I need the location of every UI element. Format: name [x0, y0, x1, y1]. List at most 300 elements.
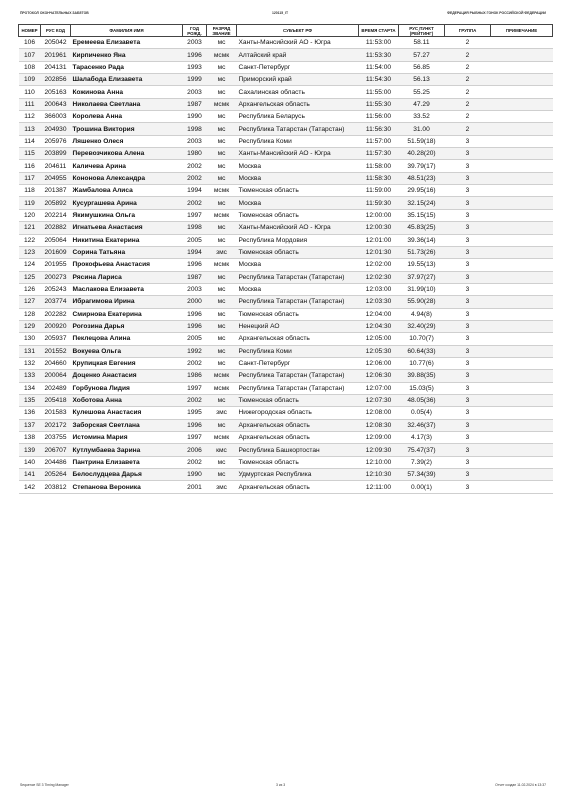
- cell-year: 1998: [183, 123, 207, 135]
- table-row: [19, 333, 553, 345]
- col-start: ВРЕМЯ СТАРТА: [359, 25, 399, 37]
- cell-group: 3: [445, 407, 491, 419]
- cell-year: 1996: [183, 259, 207, 271]
- cell-region: Республика Коми: [237, 345, 359, 357]
- cell-points: 39.79(17): [399, 160, 445, 172]
- cell-note: [491, 481, 553, 493]
- cell-name: Горбунова Лидия: [71, 382, 183, 394]
- cell-start: 12:01:30: [359, 246, 399, 258]
- col-region: СУБЪЕКТ РФ: [237, 25, 359, 37]
- cell-name: Никитина Екатерина: [71, 234, 183, 246]
- cell-group: 3: [445, 246, 491, 258]
- cell-points: 15.03(5): [399, 382, 445, 394]
- cell-note: [491, 197, 553, 209]
- cell-rank: мс: [207, 148, 237, 160]
- table-body: [19, 37, 553, 494]
- cell-note: [491, 209, 553, 221]
- page-header: [0, 11, 566, 19]
- cell-start: 11:56:00: [359, 111, 399, 123]
- cell-code: 204131: [41, 61, 71, 73]
- cell-name: Прокофьева Анастасия: [71, 259, 183, 271]
- cell-year: 1994: [183, 246, 207, 258]
- header-left-text: ПРОТОКОЛ ОКОНЧАТЕЛЬНЫХ ЗАБЕГОВ: [20, 11, 89, 15]
- cell-group: 2: [445, 37, 491, 49]
- cell-name: Рогозина Дарья: [71, 320, 183, 332]
- cell-code: 205243: [41, 283, 71, 295]
- cell-rank: мс: [207, 394, 237, 406]
- table-header-row: [19, 25, 553, 37]
- cell-num: 127: [19, 296, 41, 308]
- cell-code: 205976: [41, 135, 71, 147]
- cell-start: 12:09:00: [359, 432, 399, 444]
- cell-note: [491, 148, 553, 160]
- cell-code: 202489: [41, 382, 71, 394]
- cell-rank: мсмк: [207, 49, 237, 61]
- cell-name: Вокуева Ольга: [71, 345, 183, 357]
- cell-note: [491, 172, 553, 184]
- cell-name: Кожинова Анна: [71, 86, 183, 98]
- footer-software: Sequence SE 3 Timing Manager: [20, 783, 69, 787]
- header-federation: ФЕДЕРАЦИЯ РЫБНЫХ ГОНОК РОССИЙСКОЙ ФЕДЕРАЦИИ: [447, 11, 546, 15]
- cell-points: 19.55(13): [399, 259, 445, 271]
- cell-rank: мс: [207, 271, 237, 283]
- cell-rank: мс: [207, 308, 237, 320]
- cell-region: Москва: [237, 259, 359, 271]
- cell-rank: змс: [207, 246, 237, 258]
- cell-num: 124: [19, 259, 41, 271]
- cell-note: [491, 345, 553, 357]
- cell-note: [491, 135, 553, 147]
- cell-name: Еремеева Елизавета: [71, 37, 183, 49]
- cell-note: [491, 407, 553, 419]
- cell-num: 113: [19, 123, 41, 135]
- cell-note: [491, 382, 553, 394]
- cell-num: 106: [19, 37, 41, 49]
- cell-group: 3: [445, 197, 491, 209]
- cell-name: Кусургашева Арина: [71, 197, 183, 209]
- table-row: [19, 111, 553, 123]
- cell-year: 2001: [183, 481, 207, 493]
- cell-group: 3: [445, 357, 491, 369]
- cell-rank: мс: [207, 172, 237, 184]
- cell-group: 3: [445, 456, 491, 468]
- cell-num: 123: [19, 246, 41, 258]
- cell-points: 58.11: [399, 37, 445, 49]
- cell-start: 12:10:30: [359, 469, 399, 481]
- cell-code: 204660: [41, 357, 71, 369]
- cell-year: 2003: [183, 135, 207, 147]
- cell-points: 39.88(35): [399, 370, 445, 382]
- cell-name: Пантрина Елизавета: [71, 456, 183, 468]
- cell-code: 202882: [41, 222, 71, 234]
- cell-points: 56.85: [399, 61, 445, 73]
- cell-points: 60.64(33): [399, 345, 445, 357]
- cell-rank: мс: [207, 111, 237, 123]
- col-code: РУС КОД: [41, 25, 71, 37]
- cell-start: 11:53:00: [359, 37, 399, 49]
- cell-year: 2003: [183, 283, 207, 295]
- cell-group: 3: [445, 135, 491, 147]
- cell-group: 3: [445, 382, 491, 394]
- cell-group: 2: [445, 61, 491, 73]
- col-points: РУС ПУНКТ (РЕЙТИНГ): [399, 25, 445, 37]
- cell-note: [491, 86, 553, 98]
- cell-start: 12:08:00: [359, 407, 399, 419]
- cell-group: 3: [445, 320, 491, 332]
- cell-region: Архангельская область: [237, 98, 359, 110]
- cell-rank: мс: [207, 469, 237, 481]
- table-row: [19, 86, 553, 98]
- cell-group: 3: [445, 308, 491, 320]
- cell-group: 3: [445, 444, 491, 456]
- cell-name: Королева Анна: [71, 111, 183, 123]
- cell-note: [491, 185, 553, 197]
- cell-rank: мс: [207, 283, 237, 295]
- cell-group: 3: [445, 432, 491, 444]
- cell-code: 205418: [41, 394, 71, 406]
- cell-note: [491, 370, 553, 382]
- table-row: [19, 160, 553, 172]
- table-row: [19, 148, 553, 160]
- footer-page-number: 3 из 3: [276, 783, 286, 787]
- cell-group: 3: [445, 394, 491, 406]
- cell-region: Республика Татарстан (Татарстан): [237, 123, 359, 135]
- cell-rank: змс: [207, 481, 237, 493]
- cell-group: 3: [445, 283, 491, 295]
- cell-start: 12:03:00: [359, 283, 399, 295]
- cell-name: Сорина Татьяна: [71, 246, 183, 258]
- cell-name: Смирнова Екатерина: [71, 308, 183, 320]
- cell-num: 110: [19, 86, 41, 98]
- cell-year: 1995: [183, 407, 207, 419]
- cell-num: 126: [19, 283, 41, 295]
- cell-group: 3: [445, 271, 491, 283]
- cell-region: Тюменская область: [237, 308, 359, 320]
- cell-group: 2: [445, 123, 491, 135]
- cell-group: 2: [445, 98, 491, 110]
- cell-start: 11:58:00: [359, 160, 399, 172]
- table-row: [19, 481, 553, 493]
- cell-points: 56.13: [399, 74, 445, 86]
- cell-rank: мс: [207, 123, 237, 135]
- cell-region: Республика Татарстан (Татарстан): [237, 296, 359, 308]
- cell-year: 2002: [183, 172, 207, 184]
- cell-rank: мсмк: [207, 382, 237, 394]
- cell-note: [491, 98, 553, 110]
- cell-name: Кирпиченко Яна: [71, 49, 183, 61]
- cell-region: Санкт-Петербург: [237, 61, 359, 73]
- cell-region: Санкт-Петербург: [237, 357, 359, 369]
- cell-points: 39.36(14): [399, 234, 445, 246]
- cell-region: Республика Татарстан (Татарстан): [237, 382, 359, 394]
- cell-points: 0.00(1): [399, 481, 445, 493]
- cell-points: 7.39(2): [399, 456, 445, 468]
- cell-code: 366003: [41, 111, 71, 123]
- cell-year: 1994: [183, 185, 207, 197]
- cell-note: [491, 333, 553, 345]
- table-row: [19, 308, 553, 320]
- cell-rank: мс: [207, 197, 237, 209]
- cell-name: Рясина Лариса: [71, 271, 183, 283]
- cell-code: 206707: [41, 444, 71, 456]
- cell-start: 12:04:00: [359, 308, 399, 320]
- cell-start: 12:03:30: [359, 296, 399, 308]
- table-row: [19, 197, 553, 209]
- cell-note: [491, 419, 553, 431]
- cell-num: 130: [19, 333, 41, 345]
- cell-year: 2002: [183, 357, 207, 369]
- table-row: [19, 320, 553, 332]
- page-footer: [0, 783, 566, 791]
- cell-num: 125: [19, 271, 41, 283]
- cell-name: Кононова Александра: [71, 172, 183, 184]
- cell-code: 203812: [41, 481, 71, 493]
- col-group: ГРУППА: [445, 25, 491, 37]
- cell-start: 11:55:00: [359, 86, 399, 98]
- cell-num: 107: [19, 49, 41, 61]
- table-row: [19, 357, 553, 369]
- cell-points: 47.29: [399, 98, 445, 110]
- cell-group: 3: [445, 234, 491, 246]
- cell-group: 3: [445, 481, 491, 493]
- cell-start: 12:04:30: [359, 320, 399, 332]
- cell-year: 1996: [183, 49, 207, 61]
- table-row: [19, 74, 553, 86]
- cell-year: 1996: [183, 308, 207, 320]
- cell-points: 31.99(10): [399, 283, 445, 295]
- header-event-code: 120115_IT: [272, 11, 289, 15]
- cell-note: [491, 160, 553, 172]
- cell-num: 133: [19, 370, 41, 382]
- cell-code: 200273: [41, 271, 71, 283]
- cell-num: 117: [19, 172, 41, 184]
- cell-name: Шалабода Елизавета: [71, 74, 183, 86]
- cell-region: Тюменская область: [237, 246, 359, 258]
- cell-rank: мс: [207, 320, 237, 332]
- cell-points: 4.17(3): [399, 432, 445, 444]
- cell-code: 202214: [41, 209, 71, 221]
- cell-region: Ненецкий АО: [237, 320, 359, 332]
- cell-year: 2003: [183, 86, 207, 98]
- cell-region: Удмуртская Республика: [237, 469, 359, 481]
- cell-rank: мс: [207, 74, 237, 86]
- cell-num: 128: [19, 308, 41, 320]
- cell-start: 12:01:00: [359, 234, 399, 246]
- cell-year: 2006: [183, 444, 207, 456]
- table-row: [19, 283, 553, 295]
- cell-group: 2: [445, 49, 491, 61]
- cell-start: 12:00:30: [359, 222, 399, 234]
- cell-name: Игнатьева Анастасия: [71, 222, 183, 234]
- cell-code: 204930: [41, 123, 71, 135]
- cell-note: [491, 283, 553, 295]
- cell-rank: мсмк: [207, 370, 237, 382]
- cell-rank: мс: [207, 333, 237, 345]
- col-year: ГОД РОЖД.: [183, 25, 207, 37]
- cell-rank: мс: [207, 222, 237, 234]
- cell-group: 3: [445, 185, 491, 197]
- cell-region: Москва: [237, 283, 359, 295]
- cell-note: [491, 37, 553, 49]
- cell-note: [491, 469, 553, 481]
- cell-name: Ляшенко Олеся: [71, 135, 183, 147]
- cell-region: Архангельская область: [237, 481, 359, 493]
- cell-points: 10.70(7): [399, 333, 445, 345]
- cell-start: 12:06:00: [359, 357, 399, 369]
- cell-start: 12:02:30: [359, 271, 399, 283]
- cell-start: 12:02:00: [359, 259, 399, 271]
- table-row: [19, 444, 553, 456]
- cell-name: Белослудцева Дарья: [71, 469, 183, 481]
- cell-num: 137: [19, 419, 41, 431]
- cell-year: 2000: [183, 296, 207, 308]
- cell-num: 115: [19, 148, 41, 160]
- cell-start: 11:59:00: [359, 185, 399, 197]
- cell-points: 51.73(26): [399, 246, 445, 258]
- cell-num: 118: [19, 185, 41, 197]
- cell-note: [491, 308, 553, 320]
- cell-num: 109: [19, 74, 41, 86]
- cell-name: Маслакова Елизавета: [71, 283, 183, 295]
- cell-name: Заборская Светлана: [71, 419, 183, 431]
- table-row: [19, 185, 553, 197]
- cell-year: 1990: [183, 469, 207, 481]
- cell-start: 12:09:30: [359, 444, 399, 456]
- cell-code: 204486: [41, 456, 71, 468]
- cell-points: 32.46(37): [399, 419, 445, 431]
- cell-code: 201552: [41, 345, 71, 357]
- cell-note: [491, 456, 553, 468]
- table-row: [19, 296, 553, 308]
- cell-year: 2003: [183, 37, 207, 49]
- cell-code: 200064: [41, 370, 71, 382]
- cell-group: 3: [445, 259, 491, 271]
- cell-num: 131: [19, 345, 41, 357]
- cell-num: 134: [19, 382, 41, 394]
- cell-year: 1990: [183, 111, 207, 123]
- cell-start: 12:07:00: [359, 382, 399, 394]
- cell-num: 116: [19, 160, 41, 172]
- cell-code: 202172: [41, 419, 71, 431]
- cell-name: Жамбалова Алиса: [71, 185, 183, 197]
- cell-region: Республика Башкортостан: [237, 444, 359, 456]
- cell-code: 204611: [41, 160, 71, 172]
- cell-region: Приморский край: [237, 74, 359, 86]
- cell-note: [491, 222, 553, 234]
- table-row: [19, 37, 553, 49]
- table-row: [19, 394, 553, 406]
- cell-num: 142: [19, 481, 41, 493]
- table-row: [19, 419, 553, 431]
- cell-group: 2: [445, 111, 491, 123]
- cell-region: Тюменская область: [237, 394, 359, 406]
- cell-rank: мс: [207, 234, 237, 246]
- cell-rank: мсмк: [207, 259, 237, 271]
- cell-region: Тюменская область: [237, 185, 359, 197]
- cell-name: Тарасенко Рада: [71, 61, 183, 73]
- cell-num: 135: [19, 394, 41, 406]
- cell-region: Архангельская область: [237, 333, 359, 345]
- cell-region: Архангельская область: [237, 432, 359, 444]
- cell-rank: мсмк: [207, 209, 237, 221]
- cell-group: 3: [445, 222, 491, 234]
- cell-num: 140: [19, 456, 41, 468]
- cell-region: Тюменская область: [237, 209, 359, 221]
- cell-rank: мсмк: [207, 98, 237, 110]
- cell-points: 40.28(20): [399, 148, 445, 160]
- cell-points: 32.15(24): [399, 197, 445, 209]
- cell-year: 1987: [183, 98, 207, 110]
- col-note: ПРИМЕЧАНИЕ: [491, 25, 553, 37]
- cell-num: 119: [19, 197, 41, 209]
- cell-region: Республика Татарстан (Татарстан): [237, 370, 359, 382]
- cell-name: Хоботова Анна: [71, 394, 183, 406]
- cell-points: 32.40(29): [399, 320, 445, 332]
- cell-note: [491, 49, 553, 61]
- cell-start: 12:05:00: [359, 333, 399, 345]
- cell-points: 57.34(39): [399, 469, 445, 481]
- cell-code: 205042: [41, 37, 71, 49]
- cell-note: [491, 259, 553, 271]
- table-row: [19, 456, 553, 468]
- cell-group: 3: [445, 296, 491, 308]
- cell-start: 11:54:30: [359, 74, 399, 86]
- cell-region: Республика Мордовия: [237, 234, 359, 246]
- cell-year: 1996: [183, 419, 207, 431]
- cell-name: Истомина Мария: [71, 432, 183, 444]
- cell-code: 205892: [41, 197, 71, 209]
- cell-points: 0.05(4): [399, 407, 445, 419]
- cell-rank: мсмк: [207, 185, 237, 197]
- cell-year: 1998: [183, 222, 207, 234]
- cell-code: 201387: [41, 185, 71, 197]
- cell-start: 11:55:30: [359, 98, 399, 110]
- table-row: [19, 370, 553, 382]
- cell-points: 48.51(23): [399, 172, 445, 184]
- col-num: НОМЕР: [19, 25, 41, 37]
- footer-report-created: Отчет создан 11.02.2024 в 13:37: [495, 783, 546, 787]
- cell-points: 45.83(25): [399, 222, 445, 234]
- cell-group: 3: [445, 469, 491, 481]
- cell-note: [491, 444, 553, 456]
- table-row: [19, 123, 553, 135]
- cell-year: 1997: [183, 382, 207, 394]
- cell-start: 11:58:30: [359, 172, 399, 184]
- cell-num: 108: [19, 61, 41, 73]
- cell-points: 29.95(16): [399, 185, 445, 197]
- cell-group: 3: [445, 419, 491, 431]
- cell-rank: мсмк: [207, 432, 237, 444]
- cell-start: 11:57:00: [359, 135, 399, 147]
- cell-code: 202282: [41, 308, 71, 320]
- cell-code: 205064: [41, 234, 71, 246]
- cell-group: 3: [445, 345, 491, 357]
- cell-name: Степанова Вероника: [71, 481, 183, 493]
- cell-rank: мс: [207, 296, 237, 308]
- col-rank: РАЗРЯД ЗВАНИЕ: [207, 25, 237, 37]
- cell-num: 132: [19, 357, 41, 369]
- cell-start: 11:53:30: [359, 49, 399, 61]
- col-name: ФАМИЛИЯ ИМЯ: [71, 25, 183, 37]
- cell-start: 11:56:30: [359, 123, 399, 135]
- cell-group: 3: [445, 172, 491, 184]
- cell-note: [491, 432, 553, 444]
- cell-name: Доценко Анастасия: [71, 370, 183, 382]
- cell-rank: мс: [207, 357, 237, 369]
- cell-points: 33.52: [399, 111, 445, 123]
- cell-code: 203755: [41, 432, 71, 444]
- cell-note: [491, 246, 553, 258]
